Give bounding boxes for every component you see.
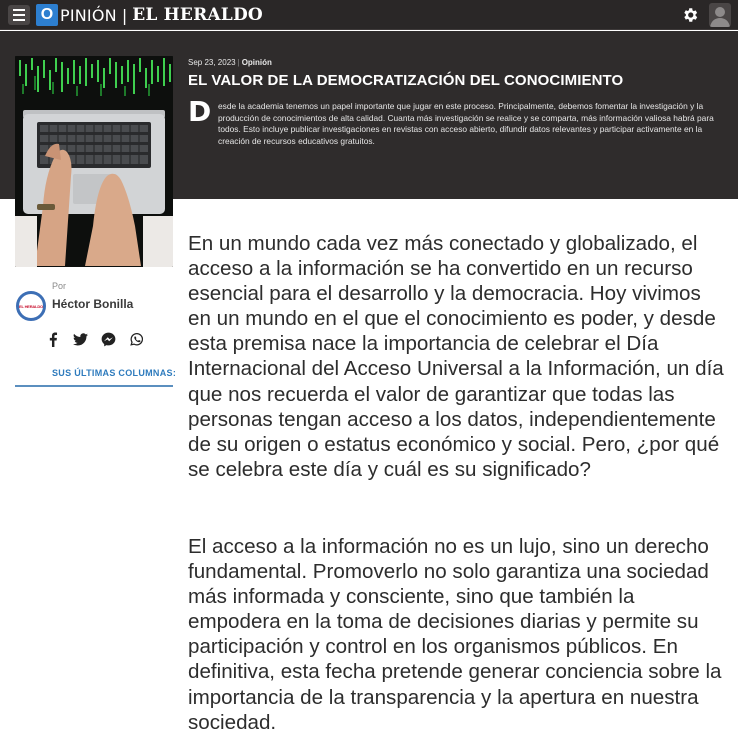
facebook-icon[interactable] bbox=[45, 332, 60, 347]
avatar[interactable] bbox=[16, 291, 46, 321]
logo-separator: | bbox=[121, 5, 128, 25]
article-paragraph-1: En un mundo cada vez más conectado y globalizado, el acceso a la información se ha convertido en un recurso esencial para el desarrollo y la democracia. Hoy vivimos en un mundo en el que el conocimiento es poder, y desde esta premisa nace la importancia de celebrar el Día Internacional del Acceso Universal a la Información, un día que nos recuerda el valor de garantizar que todas las personas tengan acceso a los datos, independientemente de su origen o estatus económico y social. Pero, ¿por qué se celebra este día y cuál es su significado? bbox=[188, 232, 724, 481]
user-icon[interactable] bbox=[709, 3, 731, 27]
gear-icon[interactable] bbox=[681, 6, 699, 24]
logo-section-text: PINIÓN bbox=[60, 5, 117, 25]
article-photo bbox=[15, 56, 173, 267]
author-name[interactable]: Héctor Bonilla bbox=[52, 297, 134, 311]
twitter-icon[interactable] bbox=[73, 332, 88, 347]
hamburger-icon[interactable] bbox=[8, 5, 30, 25]
messenger-icon[interactable] bbox=[101, 332, 116, 347]
logo-brand-text: EL HERALDO bbox=[132, 5, 263, 25]
author-by-label: Por bbox=[52, 281, 67, 291]
site-logo[interactable] bbox=[36, 4, 263, 26]
share-buttons bbox=[45, 332, 144, 347]
article-paragraph-2: El acceso a la información no es un lujo, sino un derecho fundamental. Promoverlo no solo garantiza una sociedad más informada y consciente, sino que también la empodera en la toma de decisiones diarias y permite su participación y control en los organismos públicos. En definitiva, esta fecha pretende generar conciencia sobre la importancia de la transparencia y la apertura en nuestra sociedad. bbox=[188, 535, 722, 734]
avatar-logo-text: EL HERALDO bbox=[19, 303, 43, 309]
top-nav-bar bbox=[0, 0, 738, 30]
article-date: Sep 23, 2023 bbox=[188, 58, 236, 67]
lede-dropcap: D bbox=[188, 95, 212, 128]
article-lede: esde la academia tenemos un papel importante que jugar en este proceso. Principalmente, debemos fomentar la investigación y la producción de conocimientos de alta calidad. Cuanta más investigación se realice y se comparta, más información valiosa habrá para todos. Esto incluye publicar investigaciones en revistas con acceso abierto, difundir datos relevantes y participar activamente en la creación de recursos educativos gratuitos. bbox=[218, 101, 714, 146]
latest-columns-label[interactable]: SUS ÚLTIMAS COLUMNAS: bbox=[52, 368, 177, 378]
logo-o-badge: O bbox=[36, 4, 58, 26]
article-meta bbox=[188, 58, 272, 67]
article-title: EL VALOR DE LA DEMOCRATIZACIÓN DEL CONOCIMIENTO bbox=[188, 72, 624, 89]
article-section-link[interactable]: Opinión bbox=[241, 58, 272, 67]
meta-separator: | bbox=[237, 58, 240, 67]
whatsapp-icon[interactable] bbox=[129, 332, 144, 347]
latest-columns-divider bbox=[15, 385, 173, 387]
